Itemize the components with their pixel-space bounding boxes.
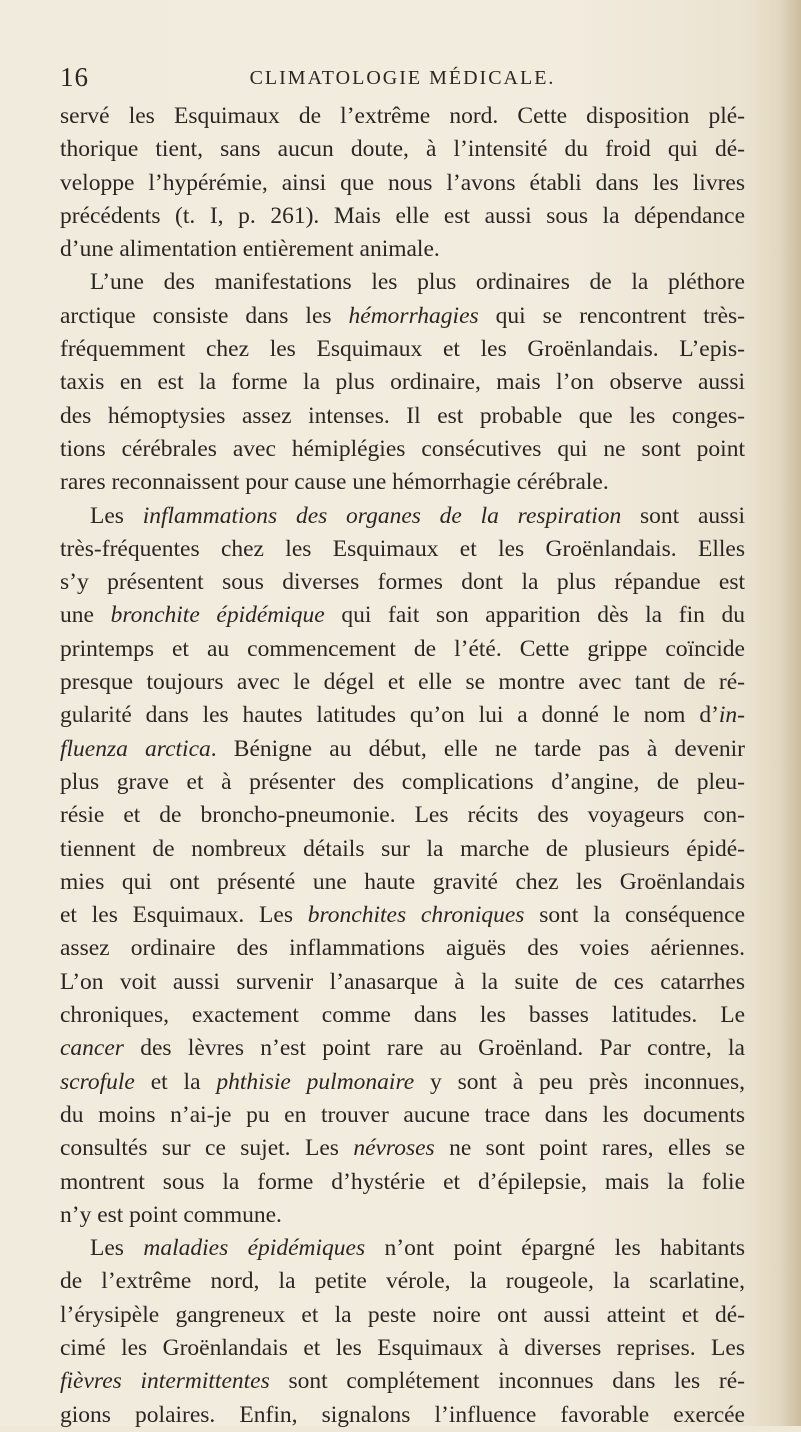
- text-segment: fréquemment chez les Esquimaux et les Groënlandais. L’epis-: [60, 336, 745, 363]
- text-line: [60, 1199, 745, 1232]
- text-segment: et les Esquimaux. Les: [60, 902, 308, 929]
- text-segment: Les: [90, 1235, 144, 1262]
- text-segment: y sont à peu près inconnues,: [414, 1068, 745, 1095]
- text-segment: résie et de broncho-pneumonie. Les récits des voyageurs con-: [60, 802, 745, 829]
- page-edge-shadow: [779, 0, 801, 1426]
- text-line: [60, 1166, 745, 1199]
- text-segment: n’y est point commune.: [60, 1201, 282, 1228]
- text-line: [60, 1265, 745, 1298]
- text-segment: sont aussi: [621, 502, 745, 529]
- text-line: [60, 633, 745, 666]
- text-segment: sont la conséquence: [524, 902, 745, 929]
- text-line: [60, 1299, 745, 1332]
- italic-text-segment: fièvres intermittentes: [60, 1368, 270, 1395]
- body-text: [60, 100, 745, 1432]
- text-segment: une: [60, 602, 111, 629]
- text-segment: et la: [134, 1068, 217, 1095]
- text-segment: L’une des manifestations les plus ordinaires de la pléthore: [90, 269, 745, 296]
- text-line: [60, 799, 745, 832]
- text-line: [60, 233, 745, 266]
- text-line: [60, 300, 745, 333]
- text-segment: ne sont point rares, elles se: [434, 1135, 745, 1162]
- text-segment: de l’extrême nord, la petite vérole, la rougeole, la scarlatine,: [60, 1268, 745, 1295]
- italic-text-segment: bronchite épidémique: [110, 602, 325, 629]
- text-line: [60, 999, 745, 1032]
- text-segment: printemps et au commencement de l’été. Cette grippe coïncide: [60, 635, 745, 662]
- text-segment: consultés sur ce sujet. Les: [60, 1135, 354, 1162]
- text-line: [60, 167, 745, 200]
- text-line: [60, 333, 745, 366]
- text-segment: gions polaires. Enfin, signalons l’influence favorable exercée: [60, 1401, 745, 1428]
- page-header: [60, 62, 745, 96]
- text-segment: précédents (t. I, p. 261). Mais elle est aussi sous la dépendance: [60, 202, 745, 229]
- text-segment: qui se rencontrent très-: [478, 302, 745, 329]
- text-line: [60, 766, 745, 799]
- text-segment: montrent sous la forme d’hystérie et d’épilepsie, mais la folie: [60, 1168, 745, 1195]
- italic-text-segment: fluenza arctica: [60, 735, 211, 762]
- text-segment: l’érysipèle gangreneux et la peste noire ont aussi atteint et dé-: [60, 1301, 745, 1328]
- text-segment: presque toujours avec le dégel et elle se montre avec tant de ré-: [60, 669, 745, 696]
- text-line: [60, 1132, 745, 1165]
- text-line: [60, 1099, 745, 1132]
- italic-text-segment: névroses: [353, 1135, 435, 1162]
- text-segment: plus grave et à présenter des complications d’angine, de pleu-: [60, 768, 745, 795]
- text-line: [60, 932, 745, 965]
- text-line: [60, 699, 745, 732]
- text-line: [60, 533, 745, 566]
- italic-text-segment: bronchites chroniques: [307, 902, 525, 929]
- text-segment: servé les Esquimaux de l’extrême nord. Cette disposition plé-: [60, 103, 745, 129]
- text-segment: assez ordinaire des inflammations aiguës des voies aériennes.: [60, 935, 745, 962]
- text-line: [60, 866, 745, 899]
- text-line: [60, 500, 745, 533]
- text-segment: qui fait son apparition dès la fin du: [324, 602, 745, 629]
- text-line: [60, 1032, 745, 1065]
- italic-text-segment: maladies épidémiques: [143, 1235, 366, 1262]
- text-line: [60, 899, 745, 932]
- text-line: [60, 433, 745, 466]
- italic-text-segment: cancer: [60, 1035, 124, 1062]
- text-line: [60, 1365, 745, 1398]
- text-segment: sont complétement inconnues dans les ré-: [269, 1368, 745, 1395]
- page-number: 16: [60, 62, 89, 92]
- italic-text-segment: inflammations des organes de la respiration: [142, 502, 622, 529]
- text-segment: . Bénigne au début, elle ne tarde pas à devenir: [210, 735, 745, 762]
- text-segment: veloppe l’hypérémie, ainsi que nous l’avons établi dans les livres: [60, 169, 745, 196]
- text-line: [60, 1232, 745, 1265]
- text-segment: Les: [90, 502, 143, 529]
- text-line: [60, 100, 745, 133]
- text-segment: L’on voit aussi survenir l’anasarque à la suite de ces catarrhes: [60, 968, 745, 995]
- text-segment: d’une alimentation entièrement animale.: [60, 236, 440, 263]
- text-segment: des hémoptysies assez intenses. Il est probable que les conges-: [60, 402, 745, 429]
- text-segment: du moins n’ai-je pu en trouver aucune trace dans les documents: [60, 1101, 745, 1128]
- text-line: [60, 200, 745, 233]
- text-segment: gularité dans les hautes latitudes qu’on lui a donné le nom d’: [60, 702, 719, 729]
- text-segment: n’ont point épargné les habitants: [365, 1235, 745, 1262]
- italic-text-segment: in-: [718, 702, 745, 729]
- text-segment: très-fréquentes chez les Esquimaux et les Groënlandais. Elles: [60, 535, 745, 562]
- text-segment: mies qui ont présenté une haute gravité chez les Groënlandais: [60, 868, 745, 895]
- text-line: [60, 466, 745, 499]
- text-segment: taxis en est la forme la plus ordinaire, mais l’on observe aussi: [60, 369, 745, 396]
- running-head: CLIMATOLOGIE MÉDICALE.: [249, 67, 556, 89]
- italic-text-segment: scrofule: [60, 1068, 135, 1095]
- text-line: [60, 1066, 745, 1099]
- text-line: [60, 133, 745, 166]
- text-segment: s’y présentent sous diverses formes dont la plus répandue est: [60, 569, 745, 596]
- text-segment: des lèvres n’est point rare au Groënland. Par contre, la: [123, 1035, 745, 1062]
- text-segment: tiennent de nombreux détails sur la marche de plusieurs épidé-: [60, 835, 745, 862]
- text-line: [60, 666, 745, 699]
- text-segment: cimé les Groënlandais et les Esquimaux à diverses reprises. Les: [60, 1334, 745, 1361]
- text-segment: arctique consiste dans les: [60, 302, 349, 329]
- text-line: [60, 966, 745, 999]
- text-segment: tions cérébrales avec hémiplégies consécutives qui ne sont point: [60, 435, 745, 462]
- text-line: [60, 733, 745, 766]
- text-line: [60, 1332, 745, 1365]
- text-line: [60, 566, 745, 599]
- italic-text-segment: hémorrhagies: [348, 302, 479, 329]
- text-line: [60, 400, 745, 433]
- text-line: [60, 266, 745, 299]
- text-segment: rares reconnaissent pour cause une hémorrhagie cérébrale.: [60, 469, 609, 496]
- text-segment: chroniques, exactement comme dans les basses latitudes. Le: [60, 1002, 745, 1029]
- italic-text-segment: phthisie pulmonaire: [216, 1068, 415, 1095]
- text-line: [60, 599, 745, 632]
- text-line: [60, 1399, 745, 1432]
- text-segment: thorique tient, sans aucun doute, à l’intensité du froid qui dé-: [60, 136, 745, 163]
- text-line: [60, 366, 745, 399]
- text-line: [60, 833, 745, 866]
